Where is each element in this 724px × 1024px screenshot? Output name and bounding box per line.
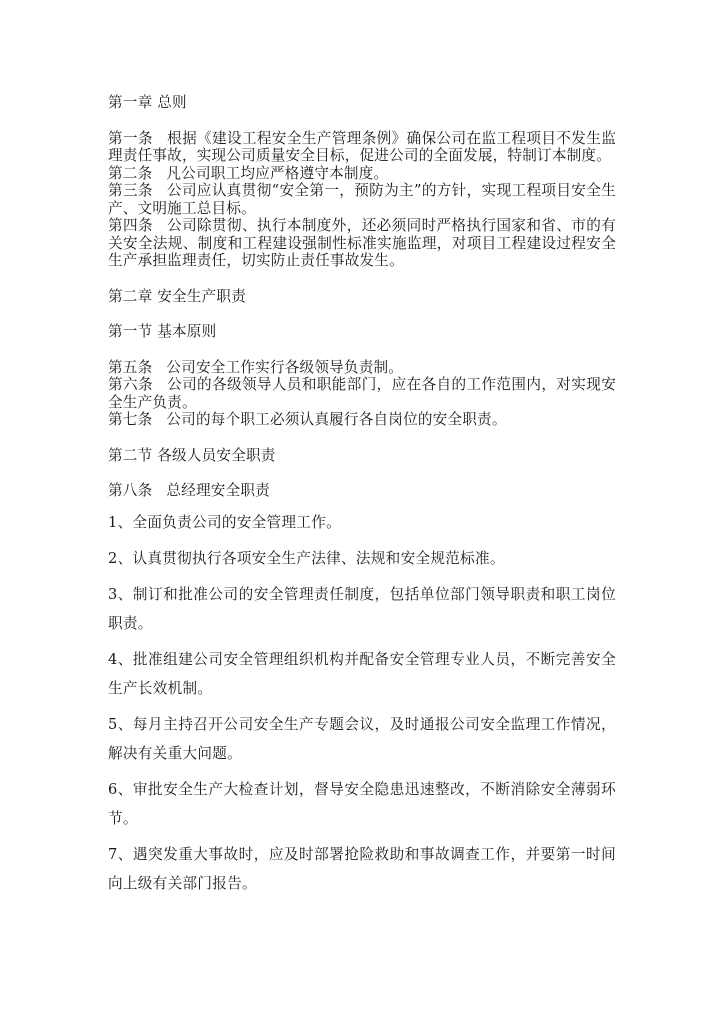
- article-7: [108, 411, 616, 429]
- article-number: 第一条: [108, 129, 153, 147]
- article-number: 第八条: [108, 482, 153, 499]
- article-text: 公司的各级领导人员和职能部门，应在各自的工作范围内，对实现安全生产负责。: [108, 376, 616, 411]
- list-item: 1、全面负责公司的安全管理工作。: [108, 513, 341, 531]
- article-text: 总经理安全职责: [166, 482, 270, 499]
- article-text: 公司的每个职工必须认真履行各自岗位的安全职责。: [166, 411, 507, 428]
- article-4: [108, 217, 616, 270]
- article-number: 第二条: [108, 164, 153, 182]
- chapter-2-title: 第二章 安全生产职责: [108, 287, 246, 305]
- section-2-title: 第二节 各级人员安全职责: [108, 446, 276, 464]
- article-text: 公司除贯彻、执行本制度外，还必须同时严格执行国家和省、市的有关安全法规、制度和工程建设强制性标准实施监理，对项目工程建设过程安全生产承担监理责任，切实防止责任事故发生。: [108, 217, 616, 269]
- article-2: [108, 165, 616, 183]
- article-number: 第六条: [108, 376, 153, 393]
- general-manager-duties-list: [108, 508, 616, 898]
- article-number: 第四条: [108, 217, 153, 234]
- list-item: 3、制订和批准公司的安全管理责任制度，包括单位部门领导职责和职工岗位职责。: [108, 585, 616, 632]
- article-text: 公司应认真贯彻“安全第一，预防为主”的方针，实现工程项目安全生产、文明施工总目标。: [108, 182, 617, 217]
- chapter-1-articles: [108, 130, 616, 270]
- article-3: [108, 182, 616, 217]
- article-6: [108, 376, 616, 411]
- article-5: [108, 359, 616, 377]
- list-item: 4、批准组建公司安全管理组织机构并配备安全管理专业人员，不断完善安全生产长效机制。: [108, 650, 616, 697]
- article-1: [108, 130, 616, 165]
- list-item: 2、认真贯彻执行各项安全生产法律、法规和安全规范标准。: [108, 549, 505, 567]
- article-number: 第三条: [108, 182, 153, 199]
- article-8: [108, 482, 616, 500]
- list-item: 6、审批安全生产大检查计划，督导安全隐患迅速整改，不断消除安全薄弱环节。: [108, 780, 616, 827]
- article-number: 第七条: [108, 411, 153, 428]
- chapter-1-title: 第一章 总则: [108, 94, 187, 111]
- list-item: 7、遇突发重大事故时，应及时部署抢险救助和事故调查工作，并要第一时间向上级有关部门报告。: [108, 845, 616, 892]
- article-text: 公司安全工作实行各级领导负责制。: [166, 358, 404, 376]
- list-item: 5、每月主持召开公司安全生产专题会议，及时通报公司安全监理工作情况，解决有关重大问题。: [108, 715, 616, 762]
- article-text: 根据《建设工程安全生产管理条例》确保公司在监工程项目不发生监理责任事故，实现公司质量安全目标，促进公司的全面发展，特制订本制度。: [108, 129, 616, 164]
- article-text: 凡公司职工均应严格遵守本制度。: [166, 164, 389, 182]
- section-1-title: 第一节 基本原则: [108, 323, 217, 340]
- document-body: [108, 94, 616, 905]
- article-number: 第五条: [108, 358, 153, 376]
- section-1-articles: [108, 359, 616, 429]
